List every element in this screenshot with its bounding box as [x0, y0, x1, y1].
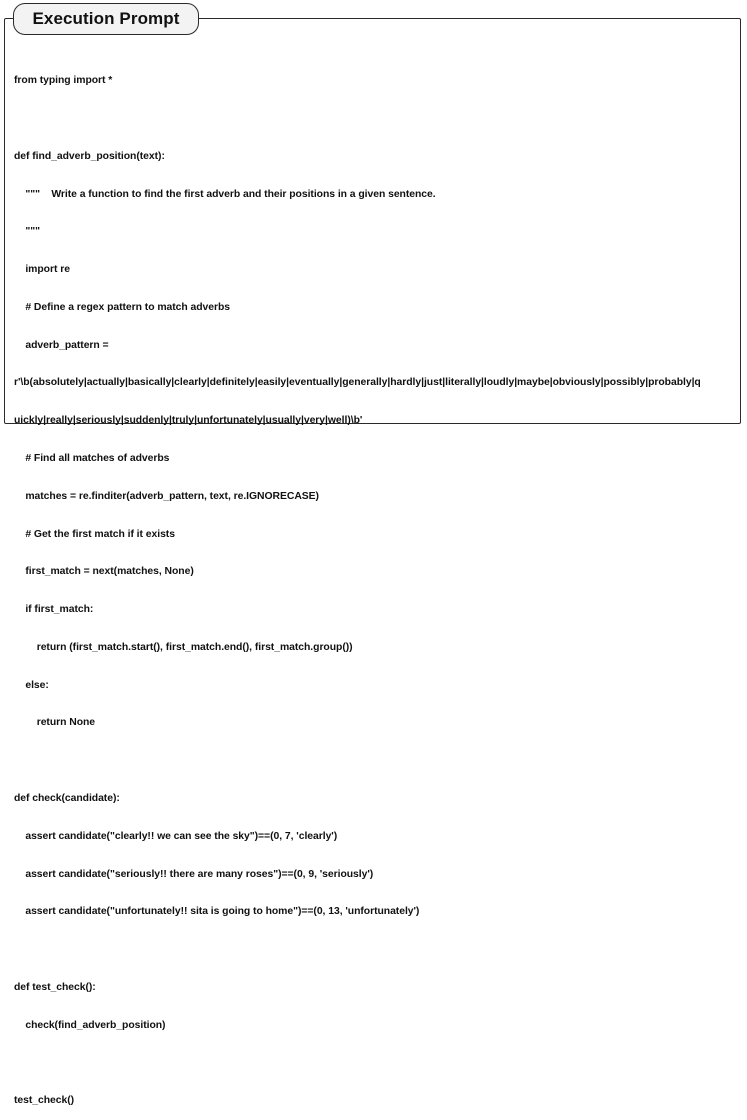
code-line: check(find_adverb_position) — [14, 1019, 166, 1031]
code-line: adverb_pattern = — [14, 339, 109, 351]
code-line — [14, 113, 734, 126]
code-line: if first_match: — [14, 604, 94, 616]
code-line: def check(candidate): — [14, 793, 120, 805]
code-line: # Find all matches of adverbs — [14, 453, 170, 464]
code-line: return (first_match.start(), first_match.end(), first_match.group()) — [14, 641, 353, 653]
code-line: assert candidate("seriously!! there are many roses")==(0, 9, 'seriously') — [14, 868, 374, 880]
code-line: def test_check(): — [14, 981, 96, 993]
code-line: return None — [14, 717, 96, 729]
code-line — [14, 1058, 734, 1071]
code-line: assert candidate("unfortunately!! sita is going to home")==(0, 13, 'unfortunately') — [14, 906, 420, 918]
code-line: """ — [14, 226, 40, 238]
code-line: """ Write a function to find the first adverb and their positions in a given sentence. — [14, 188, 436, 200]
code-block — [14, 50, 734, 1120]
code-line: test_check() — [14, 1095, 75, 1107]
code-line: uickly|really|seriously|suddenly|truly|unfortunately|usually|very|well)\b' — [14, 415, 363, 427]
code-line: # Define a regex pattern to match adverbs — [14, 301, 231, 313]
code-line: r'\b(absolutely|actually|basically|clearly|definitely|easily|eventually|generally|hardly|just|literally|loudly|maybe|obviously|possibly|probably|q — [14, 377, 701, 389]
code-line: first_match = next(matches, None) — [14, 566, 194, 578]
panel-title: Execution Prompt — [32, 9, 180, 28]
code-line — [14, 755, 734, 768]
panel-title-tab — [13, 3, 199, 35]
code-line: else: — [14, 679, 49, 691]
code-line: assert candidate("clearly!! we can see the sky")==(0, 7, 'clearly') — [14, 830, 338, 842]
code-line: from typing import * — [14, 75, 113, 87]
code-line: import re — [14, 264, 70, 276]
code-line: matches = re.finditer(adverb_pattern, text, re.IGNORECASE) — [14, 490, 319, 502]
code-line — [14, 944, 734, 957]
code-line: # Get the first match if it exists — [14, 528, 175, 540]
code-line: def find_adverb_position(text): — [14, 150, 165, 162]
